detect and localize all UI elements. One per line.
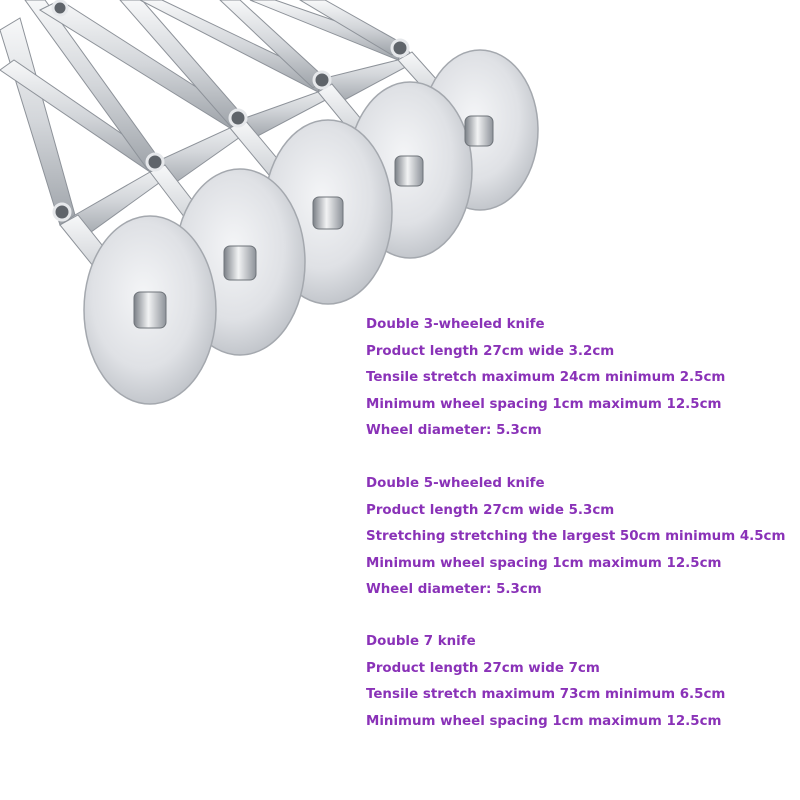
spec-block-5-wheel — [366, 471, 785, 604]
spec-title: Double 7 knife — [366, 634, 476, 649]
spec-block-7-wheel — [366, 629, 725, 735]
spec-line: Minimum wheel spacing 1cm maximum 12.5cm — [366, 396, 722, 412]
spec-line: Wheel diameter: 5.3cm — [366, 423, 542, 438]
spec-title: Double 3-wheeled knife — [366, 317, 545, 332]
spec-line: Minimum wheel spacing 1cm maximum 12.5cm — [366, 713, 722, 729]
spec-line: Wheel diameter: 5.3cm — [366, 582, 542, 597]
spec-title: Double 5-wheeled knife — [366, 476, 545, 491]
spec-block-3-wheel — [366, 312, 725, 445]
spec-line: Product length 27cm wide 3.2cm — [366, 343, 615, 359]
spec-line: Tensile stretch maximum 24cm minimum 2.5cm — [366, 370, 726, 385]
spec-line: Product length 27cm wide 7cm — [366, 660, 600, 676]
spec-line: Product length 27cm wide 5.3cm — [366, 502, 615, 518]
spec-line: Minimum wheel spacing 1cm maximum 12.5cm — [366, 555, 722, 571]
spec-line: Tensile stretch maximum 73cm minimum 6.5cm — [366, 687, 726, 702]
spec-line: Stretching stretching the largest 50cm minimum 4.5cm — [366, 529, 786, 544]
